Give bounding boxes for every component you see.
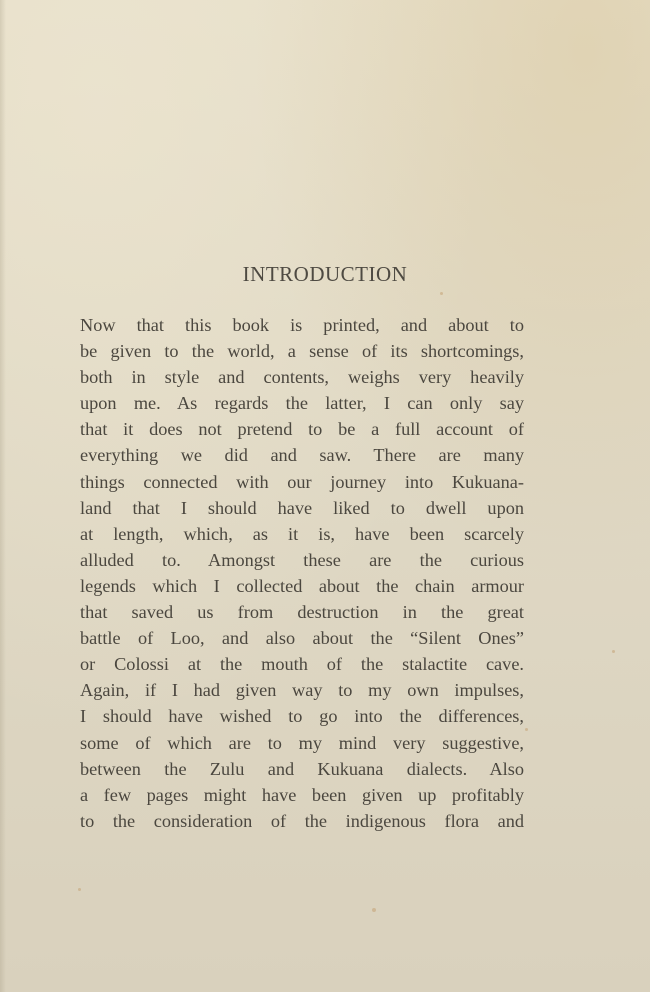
text-line: some of which are to my mind very suggestive, bbox=[80, 732, 524, 753]
paper-speck bbox=[440, 292, 443, 295]
text-line: at length, which, as it is, have been scarcely bbox=[80, 523, 524, 544]
body-paragraph bbox=[80, 312, 524, 834]
text-line: land that I should have liked to dwell upon bbox=[80, 497, 524, 518]
text-line: be given to the world, a sense of its shortcomings, bbox=[80, 341, 524, 362]
text-line: alluded to. Amongst these are the curious bbox=[80, 549, 524, 570]
text-line: upon me. As regards the latter, I can only say bbox=[80, 393, 524, 414]
text-line: I should have wished to go into the differences, bbox=[80, 706, 524, 727]
paper-speck bbox=[372, 908, 376, 912]
text-line: that it does not pretend to be a full account of bbox=[80, 419, 524, 440]
text-line: everything we did and saw. There are many bbox=[80, 445, 524, 466]
paper-speck bbox=[78, 888, 81, 891]
text-line: battle of Loo, and also about the “Silent Ones” bbox=[80, 628, 524, 649]
text-line: a few pages might have been given up profitably bbox=[80, 784, 524, 805]
paper-speck bbox=[525, 728, 528, 731]
text-line: that saved us from destruction in the great bbox=[80, 602, 524, 623]
chapter-title: INTRODUCTION bbox=[242, 262, 408, 286]
text-line: both in style and contents, weighs very heavily bbox=[80, 367, 524, 388]
text-line: legends which I collected about the chain armour bbox=[80, 575, 524, 596]
text-line: between the Zulu and Kukuana dialects. Also bbox=[80, 758, 524, 779]
text-line: or Colossi at the mouth of the stalactite cave. bbox=[80, 654, 524, 675]
text-line: Again, if I had given way to my own impulses, bbox=[80, 680, 524, 701]
text-line: Now that this book is printed, and about to bbox=[80, 315, 524, 335]
text-line: to the consideration of the indigenous flora and bbox=[80, 810, 524, 831]
page-edge-shadow bbox=[0, 0, 6, 992]
text-line: things connected with our journey into Kukuana- bbox=[80, 471, 524, 492]
paper-speck bbox=[612, 650, 615, 653]
